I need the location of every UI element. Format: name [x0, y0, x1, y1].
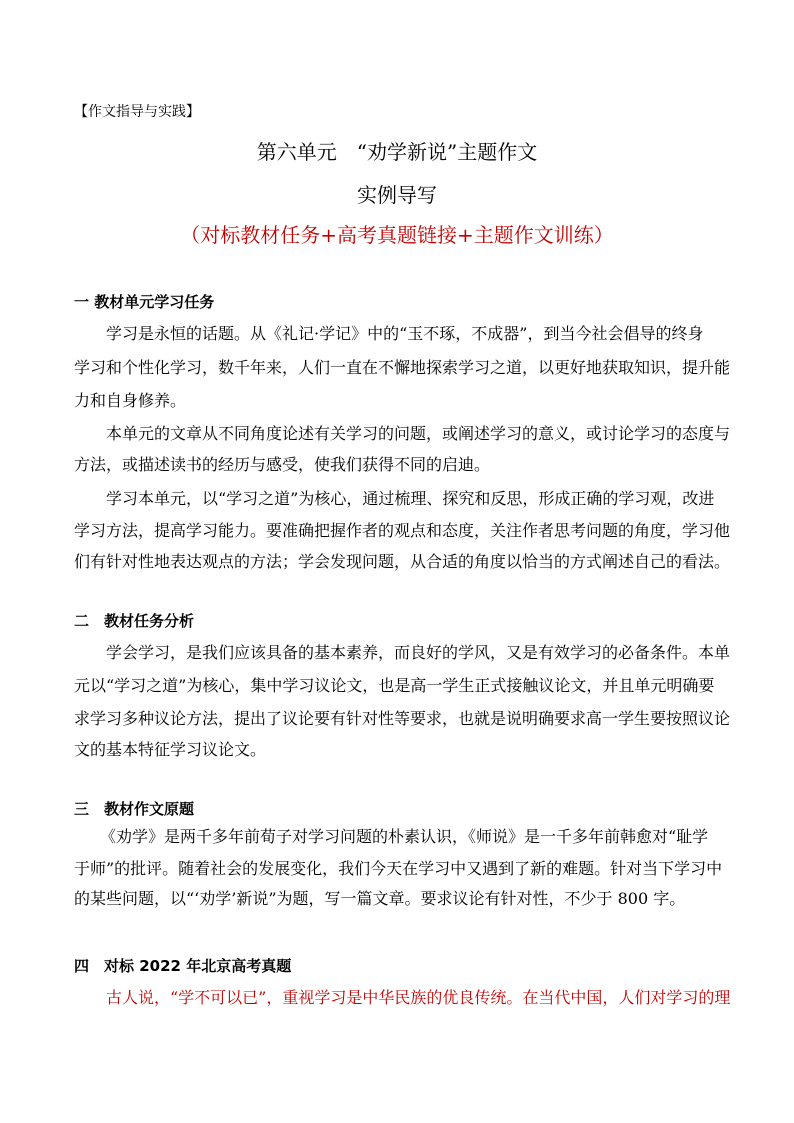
text-line: 元以“学习之道”为核心，集中学习议论文，也是高一学生正式接触议论文，并且单元明确要	[74, 676, 715, 695]
section-tag: 【作文指导与实践】	[74, 104, 200, 120]
text-line: 求学习多种议论方法，提出了议论要有针对性等要求，也就是说明确要求高一学生要按照议论	[74, 709, 731, 728]
text-line: 方法，或描述读书的经历与感受，使我们获得不同的启迪。	[74, 455, 491, 474]
text-line: 学习方法，提高学习能力。要准确把握作者的观点和态度，关注作者思考问题的角度，学习他	[74, 521, 731, 540]
text-line: 力和自身修养。	[74, 391, 187, 410]
text-line: 文的基本特征学习议论文。	[74, 740, 267, 759]
text-line: 们有针对性地表达观点的方法；学会发现问题，从合适的角度以恰当的方式阐述自己的看法。	[74, 552, 731, 571]
section-heading: 二 教材任务分析	[74, 612, 195, 630]
text-line: 古人说，“学不可以已”，重视学习是中华民族的优良传统。在当代中国，人们对学习的理	[106, 988, 731, 1007]
page-subtitle-red: （对标教材任务+高考真题链接+主题作文训练）	[180, 223, 614, 247]
page-subtitle: 实例导写	[357, 183, 437, 207]
section-heading: 三 教材作文原题	[74, 800, 195, 818]
text-line: 《劝学》是两千多年前荀子对学习问题的朴素认识，《师说》是一千多年前韩愈对“耻学	[100, 827, 709, 846]
text-line: 于师”的批评。随着社会的发展变化，我们今天在学习中又遇到了新的难题。针对当下学习中	[74, 859, 723, 878]
page-title: 第六单元 “劝学新说”主题作文	[256, 140, 538, 164]
text-line: 学会学习，是我们应该具备的基本素养，而良好的学风，又是有效学习的必备条件。本单	[106, 643, 731, 662]
text-line: 的某些问题，以“‘劝学’新说”为题，写一篇文章。要求议论有针对性，不少于 800 字。	[74, 889, 686, 908]
section-heading: 一 教材单元学习任务	[74, 293, 215, 311]
text-line: 学习和个性化学习，数千年来，人们一直在不懈地探索学习之道，以更好地获取知识，提升能	[74, 358, 731, 377]
text-line: 学习是永恒的话题。从《礼记·学记》中的“玉不琢，不成器”，到当今社会倡导的终身	[106, 324, 704, 343]
section-heading: 四 对标 2022 年北京高考真题	[74, 957, 292, 975]
text-line: 学习本单元，以“学习之道”为核心，通过梳理、探究和反思，形成正确的学习观，改进	[106, 489, 715, 508]
text-line: 本单元的文章从不同角度论述有关学习的问题，或阐述学习的意义，或讨论学习的态度与	[106, 424, 731, 443]
